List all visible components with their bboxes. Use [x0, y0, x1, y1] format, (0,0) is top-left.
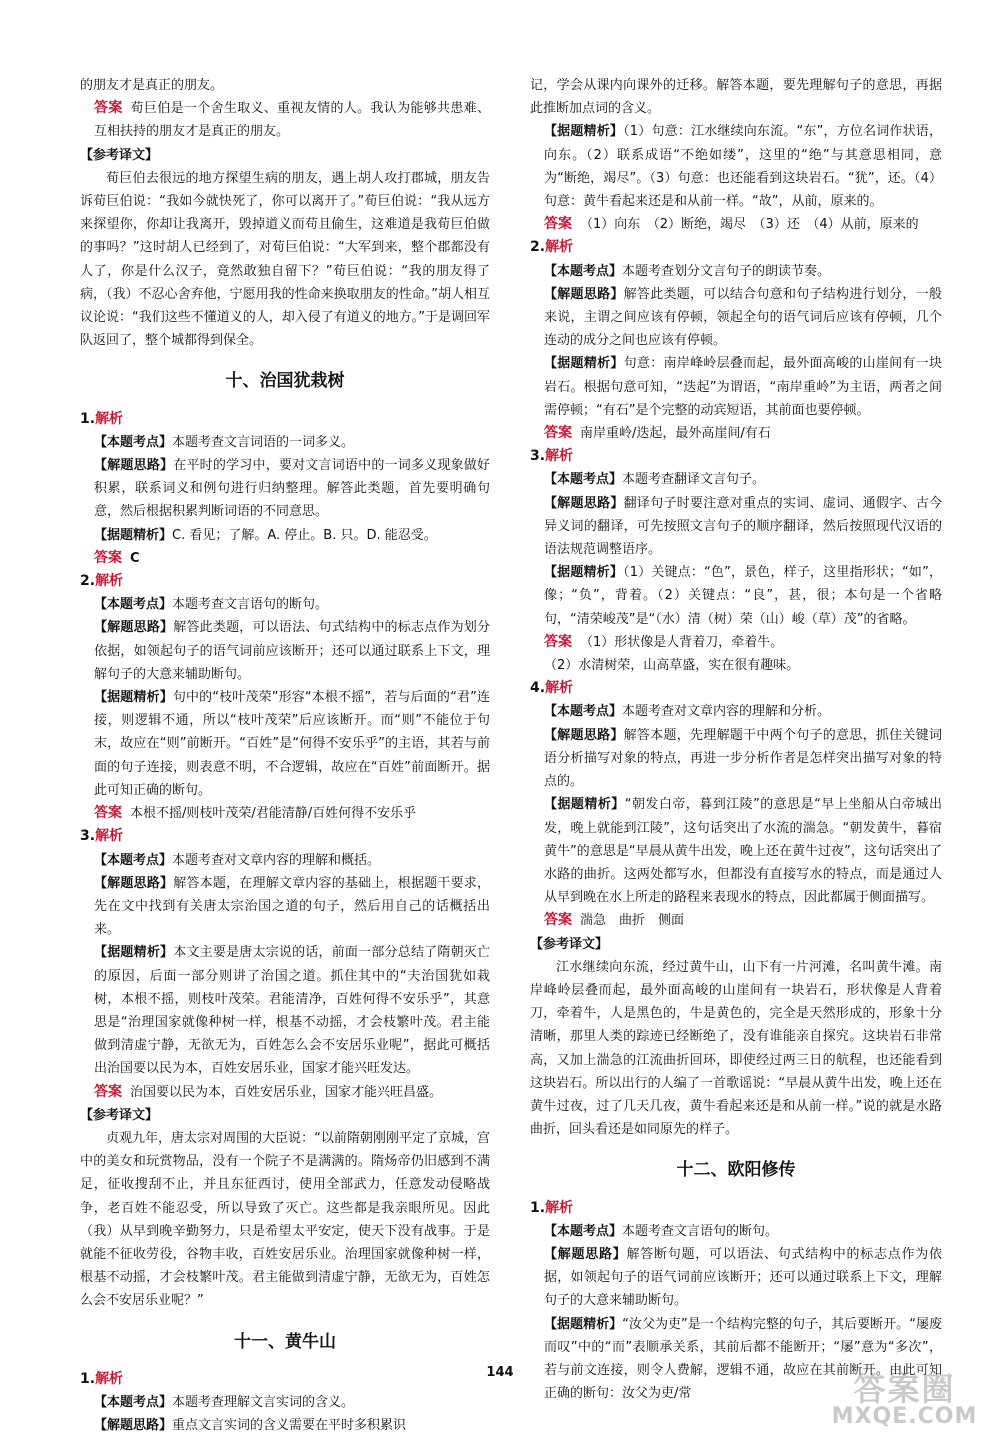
- detailed-analysis: 【据题精析】“朝发白帝，暮到江陵”的意思是“早上坐船从白帝城出发，晚上就能到江陵”，这句话突出了水流的湍急。“朝发黄牛，暮宿黄牛”的意思是“早晨从黄牛出发，晚上还在黄牛过夜”，这句话突出了水路的曲折。这两处都写水，但都没有直接写水的特点，而是通过人从早到晚在水上所走的路程来表现水的特点，因此都属于侧面描写。: [544, 797, 942, 906]
- paragraph: 的朋友才是真正的朋友。: [80, 78, 224, 93]
- left-column: [80, 74, 490, 1437]
- question-heading: [80, 408, 490, 431]
- question-heading: 2.解析: [80, 573, 124, 590]
- section-title: 十二、欧阳修传: [676, 1160, 796, 1181]
- solution-idea: 【解题思路】解答此类题，可以语法、句式结构中的标志点作为划分依据，如领起句子的语气词前应该断开；还可以通过联系上下文，理解句子的大意来辅助断句。: [94, 620, 490, 682]
- question-number: 1.: [80, 410, 96, 427]
- section-title: 十、治国犹栽树: [225, 371, 345, 392]
- watermark-top-text: 答案圈: [853, 1370, 956, 1408]
- analysis-label: 解析: [95, 410, 124, 427]
- detailed-analysis: 【据题精析】本文主要是唐太宗说的话，前面一部分总结了隋朝灭亡的原因，后面一部分则讲了治国之道。抓住其中的“夫治国犹如栽树，本根不摇，则枝叶茂荣。君能清净，百姓何得不安乐乎”，其意思是“治理国家就像种树一样，根基不动摇，才会枝繁叶茂。君主能做到清虚宁静，无欲无为，百姓怎么会不安居乐业呢”，据此可概括出治国要以民为本，百姓安居乐业，国家才能兴旺发达。: [94, 945, 490, 1077]
- section-title: 十一、黄牛山: [234, 1331, 336, 1352]
- detailed-analysis: 【据题精析】句意：南岸峰岭层叠而起，最外面高峻的山崖间有一块岩石。根据句意可知，“迭起”为谓语，“南岸重岭”为主语，两者之间需停顿；“有石”是个完整的动宾短语，其前面也要停顿。: [544, 356, 942, 418]
- question-heading: 2.解析: [530, 239, 574, 256]
- detailed-analysis: 【据题精析】（1）句意：江水继续向东流。“东”，方位名词作状语，向东。（2）联系成语“不绝如缕”，这里的“绝”与其意思相同，意为“断绝，竭尽”。（3）句意：也还能看到这块岩石。“犹”，还。（4）句意：黄牛看起来还是和从前一样。“故”，从前，原来的。: [544, 124, 942, 210]
- watermark-bottom-text: MXQE.COM: [831, 1404, 978, 1429]
- solution-idea: 【解题思路】在平时的学习中，要对文言词语中的一词多义现象做好积累，联系词义和例句进行归纳整理。解答此类题，首先要明确句意，然后根据积累判断词语的不同意思。: [94, 458, 490, 520]
- reference-label: 【参考译文】: [80, 147, 159, 163]
- answer-block: 答案 本根不摇/则枝叶茂荣/君能清静/百姓何得不安乐乎: [94, 805, 417, 822]
- reference-text: 贞观九年，唐太宗对周围的大臣说：“以前隋朝刚刚平定了京城，宫中的美女和玩赏物品，没有一个院子不是满满的。隋炀帝仍旧感到不满足，征收搜刮不止，并且东征西讨，使用全部武力，任意发动侵略战争，老百姓不能忍受，所以导致了灭亡。这些都是我亲眼所见。因此（我）从早到晚辛勤努力，只是希望太平安定，使天下没有战事。于是就能不征收劳役，谷物丰收，百姓安居乐业。治理国家就像种树一样，根基不动摇，才会枝繁叶茂。君主能做到清虚宁静，无欲无为，百姓怎么会不安居乐业呢？”: [80, 1130, 490, 1309]
- reference-label: 【参考译文】: [80, 1107, 159, 1123]
- test-point: 【本题考点】本题考查文言语句的断句。: [544, 1223, 779, 1239]
- test-point: 【本题考点】本题考查对文章内容的理解和概括。: [94, 852, 381, 868]
- question-heading: 4.解析: [530, 680, 574, 697]
- answer-block: [80, 97, 490, 143]
- watermark-logo: [817, 1362, 992, 1432]
- page-number: 144: [486, 1365, 514, 1380]
- answer-label: 答案: [94, 100, 123, 117]
- test-point: 【本题考点】本题考查对文章内容的理解和分析。: [544, 704, 831, 720]
- question-heading: 1.解析: [80, 1370, 124, 1387]
- answer-text: 荀巨伯是一个舍生取义、重视友情的人。我认为能够共患难、互相扶持的朋友才是真正的朋友。: [94, 101, 490, 140]
- detailed-analysis: 【据题精析】（1）关键点：“色”，景色，样子，这里指形状；“如”，像；“负”，背着。（2）关键点：“良”，甚，很；本句是一个省略句，“清荣峻茂”是“（水）清（树）荣（山）峻（草）茂”的省略。: [544, 565, 942, 627]
- test-point: 【本题考点】本题考查理解文言实词的含义。: [94, 1394, 355, 1410]
- answer-block: 答案 （1）形状像是人背着刀，牵着牛。: [544, 633, 784, 650]
- question-heading: 1.解析: [530, 1199, 574, 1216]
- answer-block: 答案 （1）向东 （2）断绝，竭尽 （3）还 （4）从前，原来的: [544, 216, 919, 233]
- solution-idea: 【解题思路】解答本题，先理解题干中两个句子的意思，抓住关键词语分析描写对象的特点，再进一步分析作者是怎样突出描写对象的特点的。: [544, 727, 942, 790]
- reference-label: 【参考译文】: [530, 936, 609, 952]
- solution-idea: 【解题思路】解答本题，在理解文章内容的基础上，根据题干要求，先在文中找到有关唐太宗治国之道的句子，然后用自己的话概括出来。: [94, 875, 490, 938]
- detailed-analysis: 【据题精析】C. 看见；了解。A. 停止。B. 只。D. 能忍受。: [94, 527, 437, 543]
- test-point: 【本题考点】本题考查翻译文言句子。: [544, 472, 766, 488]
- reference-text: 江水继续向东流，经过黄牛山，山下有一片河滩，名叫黄牛滩。南岸峰岭层叠而起，最外面高峻的山崖间有一块岩石，形状像是人背着刀，牵着牛，人是黑色的，牛是黄色的，完全是天然形成的，形象十分清晰，那里人类的踪迹已经断绝了，没有谁能亲自探究。这块岩石非常高，又加上湍急的江流曲折回环，即使经过两三日的航程，也还能看到这块岩石。所以出行的人编了一首歌谣说：“早晨从黄牛出发，晚上还在黄牛过夜，过了几天几夜，黄牛看起来还是和从前一样。”说的就是水路曲折，回头看还是如同原先的样子。: [530, 959, 942, 1138]
- answer-block: 答案 C: [94, 549, 140, 566]
- reference-text: 荀巨伯去很远的地方探望生病的朋友，遇上胡人攻打郡城，朋友告诉荀巨伯说：“我如今就快死了，你可以离开了。”荀巨伯说：“我从远方来探望你，你却让我离开，毁掉道义而苟且偷生，这难道是我荀巨伯做的事吗？”这时胡人已经到了，对荀巨伯说：“大军到来，整个郡都没有人了，你是什么汉子，竟然敢独自留下？”荀巨伯说：“我的朋友得了病，（我）不忍心舍弃他，宁愿用我的性命来换取朋友的性命。”胡人相互议论说：“我们这些不懂道义的人，却入侵了有道义的地方。”于是调回军队返回了，整个城都得到保全。: [80, 170, 490, 349]
- answer-block: 答案 治国要以民为本，百姓安居乐业，国家才能兴旺昌盛。: [94, 1083, 443, 1100]
- test-point: 【本题考点】本题考查文言语句的断句。: [94, 597, 329, 613]
- question-heading: 3.解析: [80, 828, 124, 845]
- solution-idea: 【解题思路】解答此类题，可以结合句意和句子结构进行划分，一般来说，主谓之间应该有停顿，领起全句的语气词后应该有停顿，几个连动的成分之间也应该有停顿。: [544, 286, 942, 349]
- solution-idea: 【解题思路】解答断句题，可以语法、句式结构中的标志点作为依据，如领起句子的语气词前应该断开；还可以通过联系上下文，理解句子的大意来辅助断句。: [544, 1246, 942, 1309]
- solution-idea: 【解题思路】翻译句子时要注意对重点的实词、虚词、通假字、古今异义词的翻译，可先按照文言句子的顺序翻译，然后按照现代汉语的语法规范调整语序。: [544, 495, 942, 558]
- paragraph: 记，学会从课内向课外的迁移。解答本题，要先理解句子的意思，再据此推断加点词的含义。: [530, 78, 942, 117]
- answer-block: 答案 南岸重岭/迭起，最外高崖间/有石: [544, 425, 771, 442]
- test-point: 【本题考点】本题考查文言词语的一词多义。: [94, 434, 355, 450]
- answer-block: 答案 湍急 曲折 侧面: [544, 912, 685, 929]
- detailed-analysis: 【据题精析】句中的“枝叶茂荣”形容“本根不摇”，若与后面的“君”连接，则逻辑不通，所以“枝叶茂荣”后应该断开。而“则”不能位于句末，故应在“则”前断开。“百姓”是“何得不安乐乎”的主语，其若与前面的句子连接，则表意不明，不合逻辑，故应在“百姓”前面断开。据此可知正确的断句。: [94, 690, 490, 798]
- question-heading: 3.解析: [530, 448, 574, 465]
- right-column: [530, 74, 942, 1405]
- solution-idea: 【解题思路】重点文言实词的含义需要在平时多积累识: [94, 1418, 407, 1434]
- detailed-analysis: 【据题精析】“汝父为吏”是一个结构完整的句子，其后要断开。“屡废而叹”中的“而”表顺承关系，其前后都不能断开；“屡”意为“多次”，若与前文连接，则令人费解，逻辑不通，故应在其前断开。由此可知正确的断句：汝父为吏/常: [544, 1316, 942, 1402]
- test-point: 【本题考点】本题考查划分文言句子的朗读节奏。: [544, 263, 831, 279]
- answer-line: （2）水清树荣，山高草盛，实在很有趣味。: [544, 658, 800, 674]
